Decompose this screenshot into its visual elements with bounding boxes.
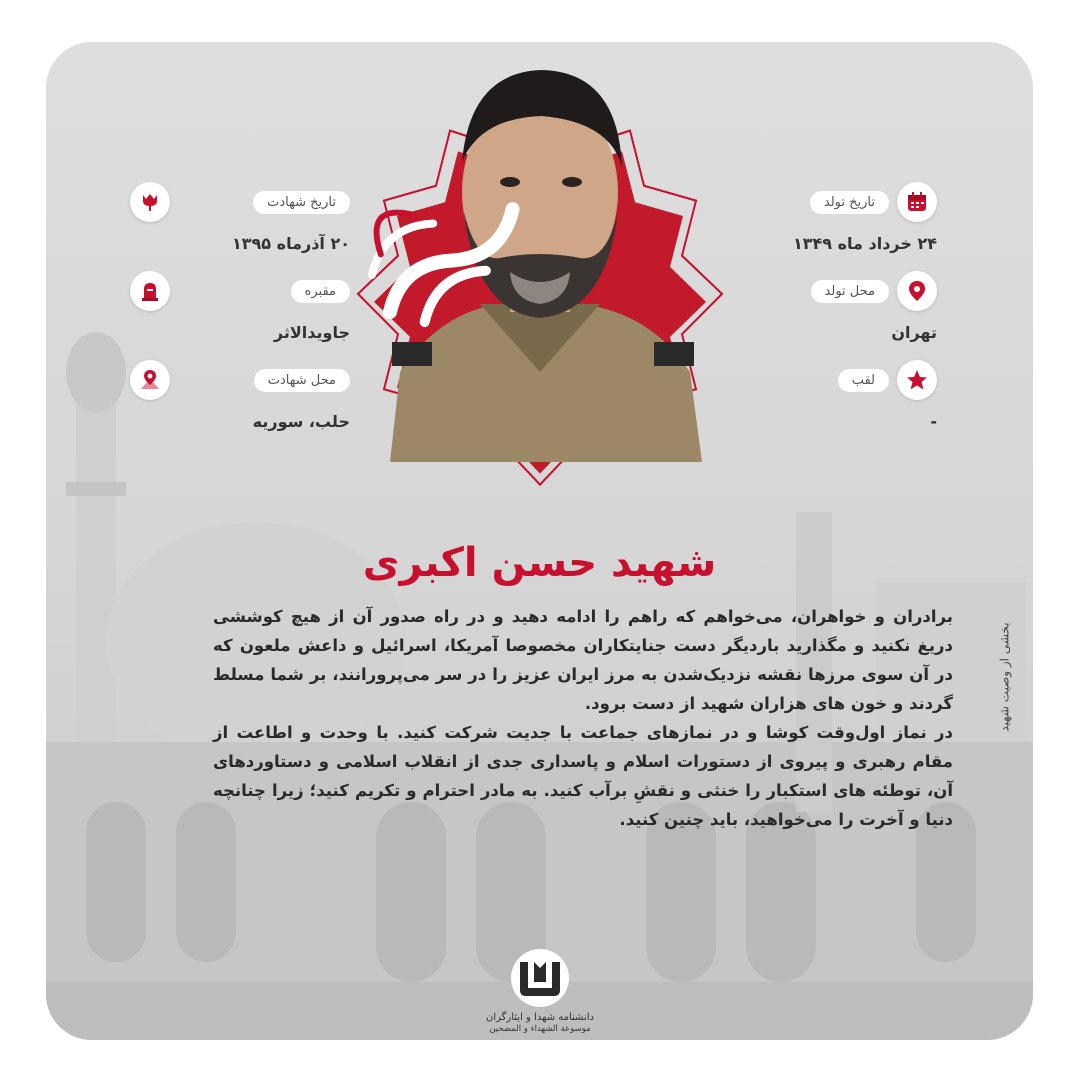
tulip-icon [130,182,170,222]
birth-place-block [717,271,937,342]
calendar-icon [897,182,937,222]
martyrdom-place-value: حلب، سوریه [252,412,350,431]
birth-place-label: محل تولد [811,280,889,303]
nickname-block [717,360,937,431]
martyrdom-date-label: تاریخ شهادت [253,191,350,214]
birth-date-value: ۲۴ خرداد ماه ۱۳۴۹ [792,234,937,253]
map-pin-icon [130,360,170,400]
will-paragraph-1: برادران و خواهران، می‌خواهم که راهم را ادامه دهید و در راه صدور آن از هیچ کوششی دریغ نکنید و مگذارید باردیگر دست جنایتکاران مخصوصا آمریکا، اسرائیل و داعش ملعون که در آن سوی مرزها نقشه نزدیک‌شدن به مرز ایران عزیز را در سر می‌پرورانند، بر شما مسلط گردند و خون های هزاران شهید از دست برود. [213,607,953,713]
tomb-icon [130,271,170,311]
logo-org-persian: دانشنامه شهدا و ایثارگران [486,1012,594,1023]
birth-info-column [717,182,937,431]
portrait-frame [330,42,750,512]
birth-place-value: تهران [891,323,937,342]
martyrdom-place-label: محل شهادت [254,369,350,392]
martyrdom-place-block [130,360,350,431]
tomb-value: جاویدالاثر [273,323,350,342]
will-excerpt-label-text: بخشی از وصیت شهید [998,622,1013,732]
martyr-card [46,42,1033,1040]
will-excerpt-text [213,602,953,834]
martyrdom-info-column [130,182,350,431]
will-excerpt-label [985,612,1025,742]
martyrdom-date-block [130,182,350,253]
encyclopedia-logo [480,948,600,1040]
nickname-value: - [930,412,937,431]
birth-date-block [717,182,937,253]
logo-emblem-icon [480,948,600,1008]
tomb-block [130,271,350,342]
martyr-name-title: شهید حسن اکبری [362,540,717,586]
logo-org-arabic: موسوعة الشهداء و المضحین [489,1024,591,1034]
birth-date-label: تاریخ تولد [810,191,889,214]
martyrdom-date-value: ۲۰ آذرماه ۱۳۹۵ [232,234,350,253]
nickname-label: لقب [838,369,889,392]
location-pin-icon [897,271,937,311]
tomb-label: مقبره [291,280,350,303]
will-paragraph-2: در نماز اول‌وقت کوشا و در نمازهای جماعت با جدیت شرکت کنید. با وحدت و اطاعت از مقام رهبری و پیروی از دستورات اسلام و پاسداری جدی از انقلاب اسلامی و دستاوردهای آن، توطئه های استکبار را خنثی و نقشِ برآب کنید. به مادر احترام و تکریم کنید؛ زیرا چنانچه دنیا و آخرت را می‌خواهید، باید چنین کنید. [213,723,953,829]
star-icon [897,360,937,400]
